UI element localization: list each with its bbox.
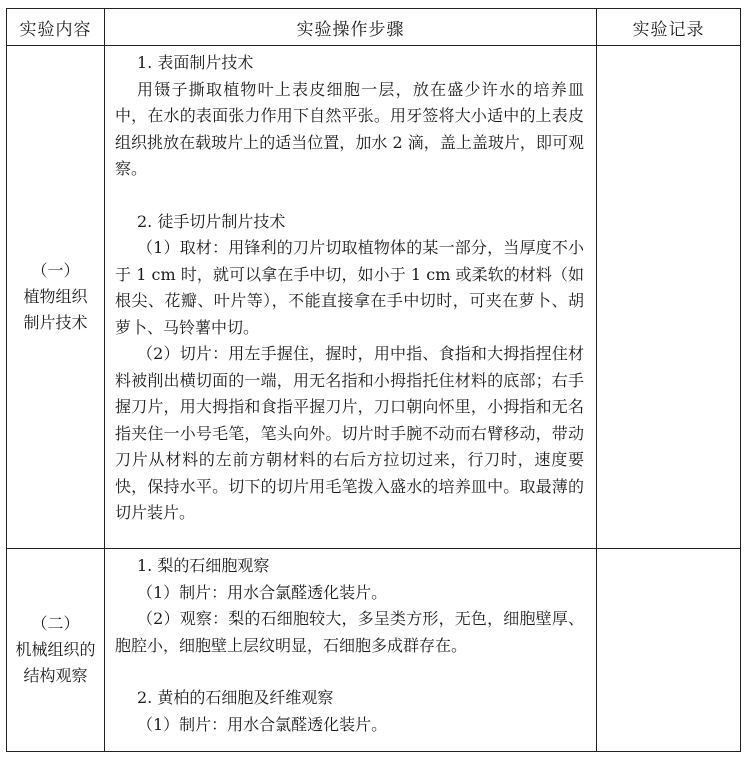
category-cell — [7, 46, 105, 549]
category-line: 结构观察 — [23, 666, 88, 685]
category-line: 植物组织 — [23, 287, 88, 306]
header-experiment-record: 实验记录 — [597, 9, 741, 46]
table-header-row — [7, 9, 741, 46]
steps-cell — [105, 549, 597, 752]
experiment-table-container — [6, 8, 740, 752]
category-number: （二） — [31, 614, 80, 633]
record-cell[interactable] — [597, 46, 741, 549]
header-experiment-content: 实验内容 — [7, 9, 105, 46]
step-paragraph: （1）制片：用水合氯醛透化装片。 — [137, 714, 388, 734]
table-row-plant-tissue — [7, 46, 741, 549]
step-paragraph: （2）观察：梨的石细胞较大，多呈类方形，无色，细胞壁厚、胞腔小，细胞壁上层纹明显，石细胞多成群存在。 — [115, 609, 584, 655]
experiment-table — [6, 8, 741, 752]
category-number: （一） — [31, 261, 80, 280]
step-paragraph: 用镊子撕取植物叶上表皮细胞一层，放在盛少许水的培养皿中，在水的表面张力作用下自然平张。用牙签将大小适中的上表皮组织挑放在载玻片上的适当位置，加水 2 滴，盖上盖玻片，即可观察。 — [115, 79, 584, 178]
header-experiment-steps: 实验操作步骤 — [105, 9, 597, 46]
category-line: 制片技术 — [23, 313, 88, 332]
section-title: 1. 梨的石细胞观察 — [137, 556, 270, 575]
step-paragraph: （1）制片：用水合氯醛透化装片。 — [137, 582, 388, 602]
category-line: 机械组织的 — [15, 640, 96, 659]
table-row-mechanical-tissue — [7, 549, 741, 752]
section-title: 2. 徒手切片制片技术 — [137, 211, 286, 231]
section-title: 1. 表面制片技术 — [137, 53, 254, 72]
step-paragraph: （1）取材：用锋利的刀片切取植物体的某一部分，当厚度不小于 1 cm 时，就可以拿在手中切，如小于 1 cm 或柔软的材料（如根尖、花瓣、叶片等），不能直接拿在手中切时，可夹在萝卜、胡萝卜、马铃薯中切。 — [115, 238, 584, 337]
section-title: 2. 黄柏的石细胞及纤维观察 — [137, 688, 334, 707]
step-paragraph: （2）切片：用左手握住，握时，用中指、食指和大拇指捏住材料被削出横切面的一端，用无名指和小拇指托住材料的底部；右手握刀片，用大拇指和食指平握刀片，刀口朝向怀里，小拇指和无名指夹住一小号毛笔，笔头向外。切片时手腕不动而右臂移动，带动刀片从材料的左前方朝材料的右后方拉切过来，行刀时，速度要快，保持水平。切下的切片用毛笔拨入盛水的培养皿中。取最薄的切片装片。 — [115, 344, 584, 522]
record-cell[interactable] — [597, 549, 741, 752]
steps-cell — [105, 46, 597, 549]
category-cell — [7, 549, 105, 752]
